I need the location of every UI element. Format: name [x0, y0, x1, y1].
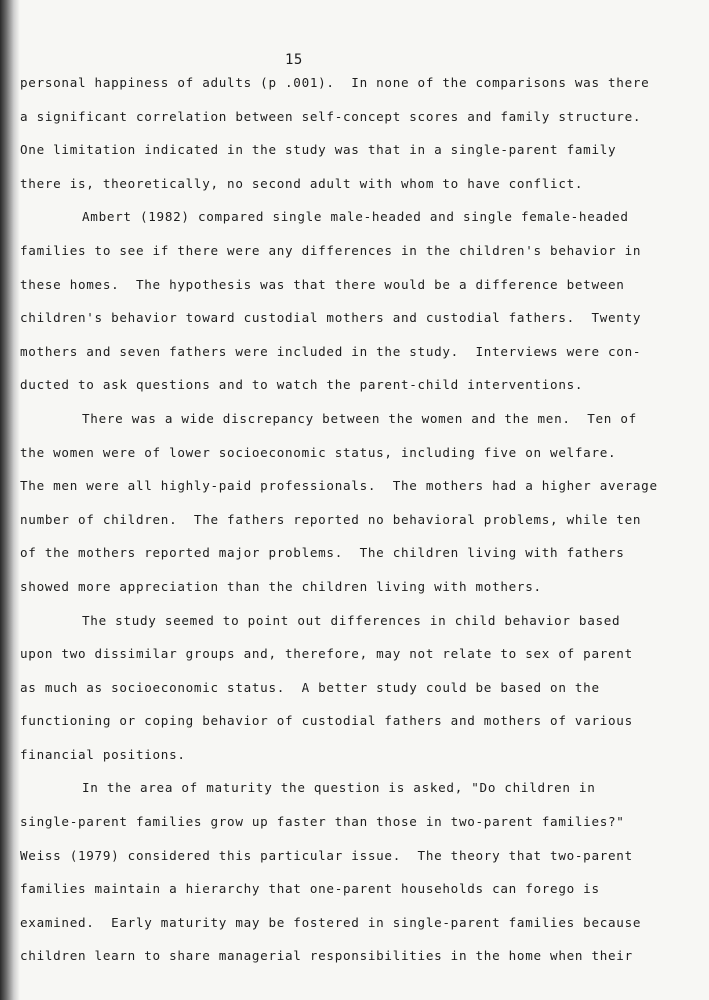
text-line: number of children. The fathers reported no behavioral problems, while ten: [20, 511, 642, 527]
text-line: functioning or coping behavior of custodial fathers and mothers of various: [20, 713, 633, 729]
page-number: 15: [285, 52, 303, 68]
paragraph-start-line: The study seemed to point out differences in child behavior based: [82, 612, 621, 628]
text-line: examined. Early maturity may be fostered in single-parent families because: [20, 914, 642, 930]
text-line: there is, theoretically, no second adult with whom to have conflict.: [20, 175, 584, 191]
text-line: One limitation indicated in the study was that in a single-parent family: [20, 142, 617, 158]
text-line: these homes. The hypothesis was that there would be a difference between: [20, 276, 625, 292]
text-line: the women were of lower socioeconomic status, including five on welfare.: [20, 444, 617, 460]
text-line: of the mothers reported major problems. The children living with fathers: [20, 545, 625, 561]
text-line: upon two dissimilar groups and, therefore, may not relate to sex of parent: [20, 646, 633, 662]
text-line: mothers and seven fathers were included in the study. Interviews were con-: [20, 343, 642, 359]
text-line: The men were all highly-paid professionals. The mothers had a higher average: [20, 478, 658, 494]
text-line: children's behavior toward custodial mothers and custodial fathers. Twenty: [20, 310, 642, 326]
paragraph-start-line: In the area of maturity the question is asked, "Do children in: [82, 780, 596, 796]
text-line: a significant correlation between self-concept scores and family structure.: [20, 108, 642, 124]
text-line: families to see if there were any differences in the children's behavior in: [20, 242, 642, 258]
text-line: financial positions.: [20, 746, 186, 762]
text-line: personal happiness of adults (p .001). In none of the comparisons was there: [20, 75, 650, 90]
text-line: as much as socioeconomic status. A better study could be based on the: [20, 679, 600, 695]
paragraph-start-line: There was a wide discrepancy between the women and the men. Ten of: [82, 410, 637, 426]
page-edge-shadow: [0, 0, 20, 1000]
text-line: showed more appreciation than the children living with mothers.: [20, 578, 542, 594]
text-line: children learn to share managerial responsibilities in the home when their: [20, 948, 633, 964]
text-line: single-parent families grow up faster than those in two-parent families?": [20, 814, 625, 830]
text-line: ducted to ask questions and to watch the parent-child interventions.: [20, 377, 584, 393]
body-text: [20, 66, 705, 973]
paragraph-start-line: Ambert (1982) compared single male-headed and single female-headed: [82, 209, 629, 225]
text-line: Weiss (1979) considered this particular issue. The theory that two-parent: [20, 847, 633, 863]
text-line: families maintain a hierarchy that one-parent households can forego is: [20, 881, 600, 897]
